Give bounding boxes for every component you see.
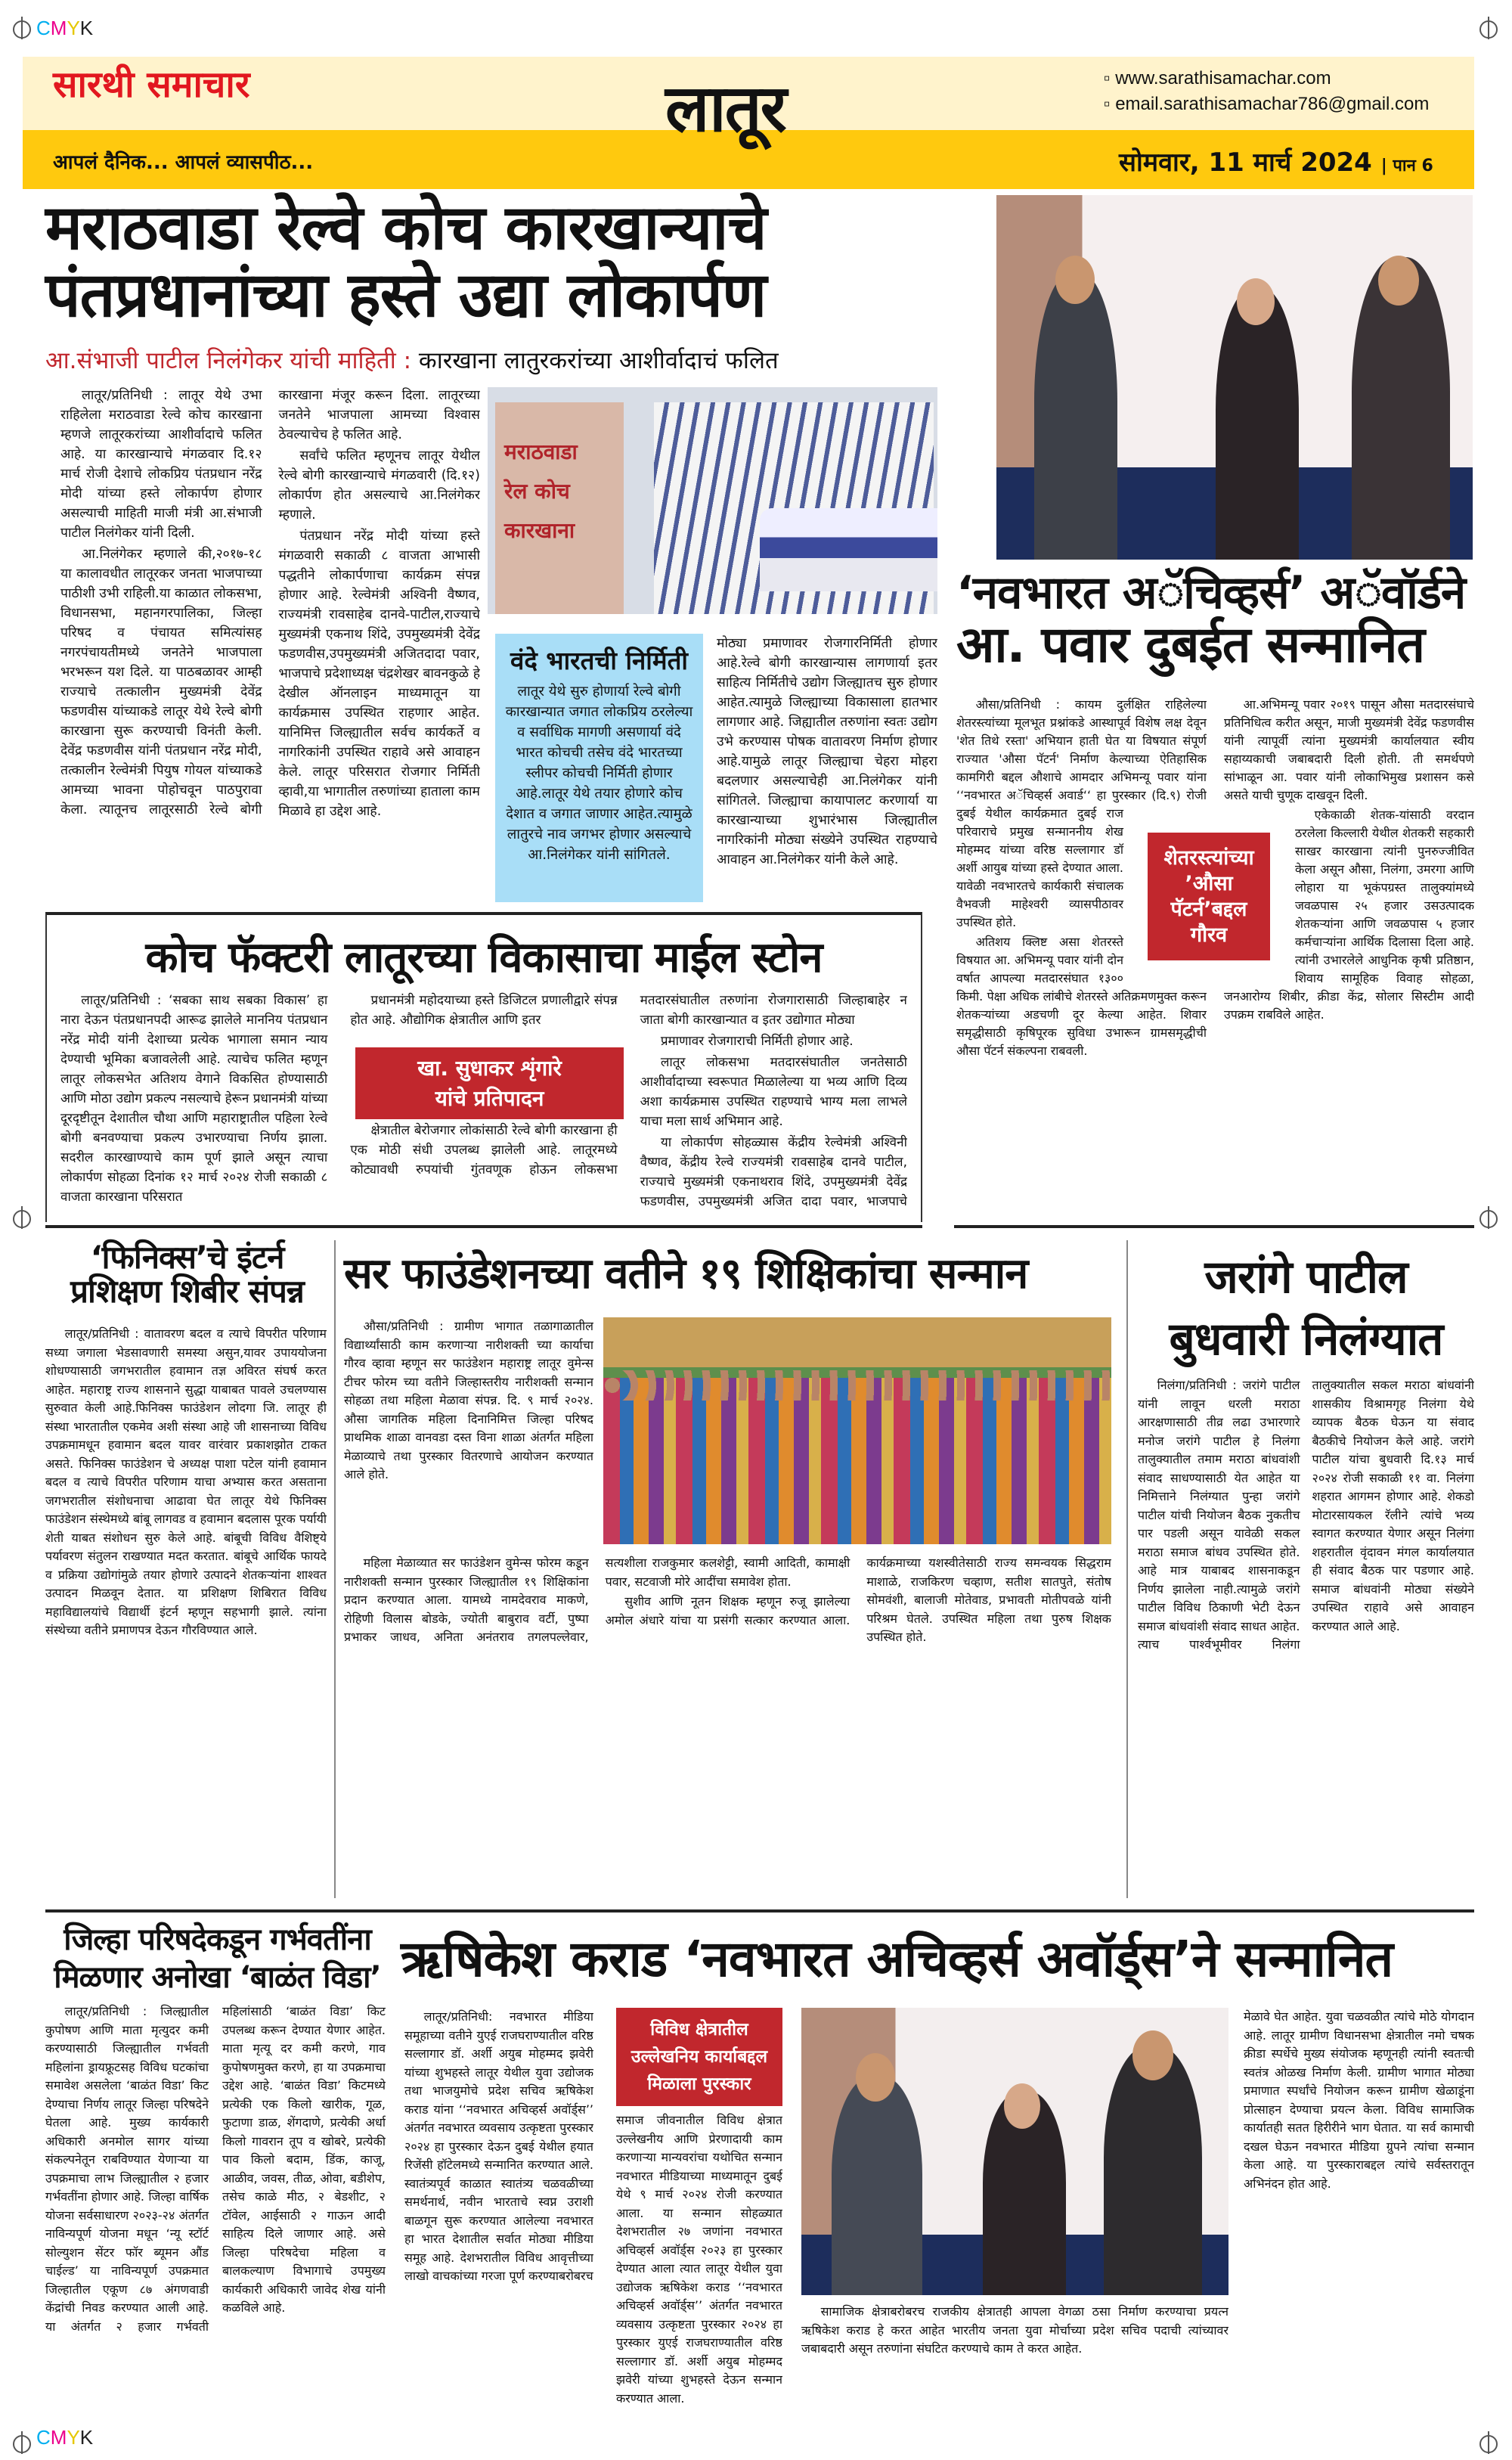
paragraph: औसा/प्रतिनिधी : ग्रामीण भागात तळागाळातील विद्यार्थ्यांसाठी काम करणाऱ्या नारीशक्ती च्या कार्याचा गौरव व्हावा म्हणून सर फाउंडेशन महाराष्ट्र लातूर वुमेन्स टीचर फोरम च्या वतीने जिल्हास्तरीय नारीशक्ती सन्मान सोहळा तथा महिला मेळावा संपन्न. दि. ९ मार्च २०२४. औसा जागतिक महिला दिनानिमित्त जिल्हा परिषद प्राथमिक शाळा वानवडा दस्त विना शाळा अंतर्गत महिला मेळाव्याचे तथा पुरस्कार वितरणाचे आयोजन करण्यात आले होते. — [344, 1319, 593, 1481]
lead-headline-line1: मराठवाडा रेल्वे कोच कारखान्याचे — [45, 192, 767, 264]
person-head — [1378, 256, 1419, 306]
person-figure — [1216, 287, 1299, 560]
headline-line: ‘नवभारत अॅचिव्हर्स’ अॅवॉर्डने — [956, 566, 1466, 619]
divider — [45, 1909, 1474, 1912]
group-of-women — [603, 1378, 1111, 1544]
pawar-pullquote — [1145, 830, 1272, 963]
email-link[interactable]: ▫ email.sarathisamachar786@gmail.com — [1104, 94, 1430, 114]
karad-body-col4 — [1244, 2008, 1474, 2416]
person-head — [1055, 256, 1095, 304]
pullquote-line: खा. सुधाकर शृंगारे — [417, 1055, 562, 1081]
sidebox-text: लातूर येथे सुरु होणार्या रेल्वे बोगी कारखान्यात जगात लोकप्रिय ठरलेल्या व सर्वाधिक मागणी असणार्या वंदे भारत कोचची तसेच वंदे भारतच्या स्लीपर कोचची निर्मिती होणार आहे.लातूर येथे तयार होणारे कोच देशात व जगात जाणार आहेत.त्यामुळे लातुरचे नाव जगभर होणार असल्याचे आ.निलंगेकर यांनी सांगितले. — [505, 684, 693, 863]
headline-line: जरांगे पाटील — [1204, 1251, 1408, 1304]
zp-body — [45, 2002, 386, 2411]
lead-body-continued — [717, 634, 937, 906]
jarange-headline — [1138, 1246, 1474, 1370]
sir-foundation-headline: सर फाउंडेशनच्या वतीने १९ शिक्षिकांचा सन्मान — [344, 1249, 1028, 1298]
coach-pullquote — [355, 1047, 624, 1119]
cmyk-mark — [36, 2426, 93, 2449]
cmyk-m: M — [50, 2426, 67, 2449]
cmyk-c: C — [36, 17, 51, 39]
registration-mark — [11, 1206, 33, 1229]
pullquote-line: यांचे प्रतिपादन — [435, 1085, 544, 1111]
headline-line: मिळणार अनोखा ‘बाळंत विडा’ — [54, 1960, 381, 1995]
paragraph: अतिशय क्लिष्ट असा शेतरस्ते विषयात आ. अभिमन्यू पवार यांनी दोन वर्षात आपल्या मतदारसंघात १३०० किमी. पेक्षा अधिक लांबीचे शेतरस्ते अतिक्रमणमुक्त करून शेतकऱ्यांच्या अडचणी दूर केल्या आहेत. शिवार समृद्धीसाठी कृषिपूरक सुविधा उभारून ग्रामसमृद्धीची औसा पॅटर्न संकल्पना राबवली. — [956, 935, 1207, 1058]
paragraph: सामाजिक क्षेत्राबरोबरच राजकीय क्षेत्रातही आपला वेगळा ठसा निर्माण करण्याचा प्रयत्न ऋषिकेश कराड हे करत आहेत भारतीय जनता युवा मोर्चाच्या प्रदेश सचिव पदाची त्यांच्यावर जबाबदारी असून तरुणांना संघटित करण्याचे काम ते करत आहेत. — [801, 2304, 1228, 2356]
paragraph: औसा/प्रतिनिधी : कायम दुर्लक्षित राहिलेल्या शेतरस्त्यांच्या मूलभूत प्रश्नांकडे आस्थापूर्व विशेष लक्ष देवून 'शेत तिथे रस्ता' अभियान हाती घेत या विषयात संपूर्ण राज्यात 'औसा पॅटर्न' निर्माण केल्याच्या ऐतिहासिक कामगिरी बद्दल औशाचे आमदार अभिमन्यू पवार यांना ‘‘नवभारत अॅचिव्हर्स अवार्ड‘‘ हा पुरस्कार (दि.९) रोजी दुबई येथील कार्यक्रमात दुबई राज परिवाराचे प्रमुख सन्माननीय शेख मोहम्मद यांच्या वरिष्ठ सल्लागार डॉ अर्शी आयुब यांच्या हस्ते देण्यात आला. यावेळी नवभारतचे कार्यकारी संचालक वैभवजी माहेश्वरी व्यासपीठावर उपस्थित होते. — [956, 697, 1207, 929]
phoenix-body — [45, 1325, 327, 1900]
kicker-text: कारखाना लातुरकरांच्या आशीर्वादाचं फलित — [418, 347, 779, 374]
lead-headline — [45, 192, 983, 331]
headline-line: ‘फिनिक्स’चे इंटर्न — [90, 1239, 284, 1276]
headline-line: बुधवारी निलंग्यात — [1169, 1313, 1443, 1366]
cmyk-k: K — [79, 2426, 94, 2449]
pullquote-line: मिळाला पुरस्कार — [647, 2074, 751, 2094]
karad-body-col2 — [616, 2111, 782, 2414]
train-coach — [760, 508, 937, 591]
registration-mark — [1477, 17, 1500, 39]
pullquote-line: शेतरस्त्यांच्या — [1163, 845, 1254, 870]
person-figure — [1034, 272, 1117, 560]
paragraph: मोठ्या प्रमाणावर रोजगारनिर्मिती होणार आहे.रेल्वे बोगी कारखान्यास लागणार्या इतर साहित्य निर्मितीचे उद्योग जिल्ह्यातच सुरु होणार आहेत.त्यामुळे जिल्ह्याच्या विकासाला हातभार लागणार आहे. जिह्यातील तरुणांना स्वतः उद्योग उभे करण्यास पोषक वातावरण निर्माण होणार आहे.यामुळे लातूर जिल्ह्याचा चेहरा मोहरा बदलणार असल्याचेही आ.निलंगेकर यांनी सांगितले. जिल्ह्याचा कायापालट करणार्या या कारखान्याच्या शुभारंभास जिल्ह्यातील नागरिकांनी मोठ्या संख्येने उपस्थित राहण्याचे आवाहन आ.निलंगेकर यांनी केले आहे. — [717, 636, 937, 867]
registration-mark — [1477, 1206, 1500, 1229]
registration-mark — [1477, 2431, 1500, 2454]
paragraph: समाज जीवनातील विविध क्षेत्रात उल्लेखनीय आणि प्रेरणादायी काम करणाऱ्या मान्यवरांचा यथोचित सन्मान नवभारत मीडियाच्या माध्यमातून दुबई येथे ९ मार्च २०२४ रोजी करण्यात आला. या सन्मान सोहळ्यात देशभरातील २७ जणांना नवभारत अचिव्हर्स अवॉर्ड्स २०२३ हा पुरस्कार देण्यात आला त्यात लातूर येथील युवा उद्योजक ऋषिकेश कराड ‘‘नवभारत अचिव्हर्स अवॉर्ड्स’’ अंतर्गत नवभारत व्यवसाय उत्कृष्टता पुरस्कार २०२४ हा पुरस्कार युएई राजघराण्यातील वरिष्ठ सल्लागार डॉ. अर्शी अयुब मोहम्मद झवेरी यांच्या शुभहस्ते देऊन सन्मान करण्यात आला. — [616, 2113, 782, 2406]
paragraph: या लोकार्पण सोहळ्यास केंद्रीय रेल्वेमंत्री अश्विनी वैष्णव, केंद्रीय रेल्वे राज्यमंत्री रावसाहेब दानवे पाटील, राज्याचे मुख्यमंत्री एकनाथराव शिंदे, उपमुख्यमंत्री देवेंद्र फडणवीस, उपमुख्यमंत्री अजित दादा पवार, भाजपाचे — [640, 1135, 907, 1209]
person-head — [856, 2053, 895, 2102]
website-link[interactable]: ▫ www.sarathisamachar.com — [1104, 68, 1331, 88]
email-text: email.sarathisamachar786@gmail.com — [1115, 94, 1430, 114]
paragraph: लातूर लोकसभा मतदारसंघातील जनतेसाठी आशीर्वादाच्या स्वरूपात मिळालेल्या या भव्य आणि दिव्य अशा कार्यक्रमास उपस्थित राहण्याचे भाग्य मला लाभले याचा मला सार्थ अभिमान आहे. — [640, 1055, 907, 1129]
jarange-body — [1138, 1376, 1474, 1898]
cmyk-k: K — [79, 17, 94, 39]
award-ceremony-photo — [996, 195, 1473, 560]
registration-mark — [11, 2431, 33, 2454]
paragraph: आ.अभिमन्यू पवार २०१९ पासून औसा मतदारसंघाचे प्रतिनिधित्व करीत असून, माजी मुख्यमंत्री देवेंद्र फडणवीस यांनी त्यापूर्वी त्यांना मुख्यमंत्री कार्यालयात स्वीय सहाय्यकाची जबाबदारी दिली होती. ती समर्थपणे सांभाळून आ. पवार यांनी लोकाभिमुख प्रशासन कसे असते याची चुणूक दाखवून दिली. — [1224, 697, 1474, 802]
issue-date — [1119, 144, 1433, 178]
person-head — [1132, 2030, 1173, 2080]
paragraph: लातूर/प्रतिनिधी : वातावरण बदल व त्याचे विपरीत परिणाम सध्या जगाला भेडसावणारी समस्या असुन,यावर उपाययोजना शोधण्यासाठी जगभरातील हवामान तज्ञ अविरत संघर्ष करत आहेत. महाराष्ट्र राज्य शासनाने सुद्धा याबाबत पावले उचलण्यास सुरुवात केली आहे.फिनिक्स फाउंडेशन लोदगा जि. लातूर ही संस्था भारतातील एकमेव अशी संस्था आहे जी शासनाच्या विविध उपक्रमामधून हवामान बदल यावर वारंवार प्रकाशझोत टाकत असते. फिनिक्स फाउंडेशन चे अध्यक्ष पाशा पटेल यांनी हवामान बदल व त्याचे विपरीत परिणाम याचा अभ्यास करत असताना जगभरातील संशोधनाचा आढावा घेत लातूर येथे फिनिक्स फाउंडेशन संस्थेमध्ये बांबू लागवड व हवामान बदलास पूरक पर्यायी शेती याबत संशोधन सुरु केले आहे. बांबूची विविध वैशिष्ट्ये पर्यावरण संतुलन राखण्यात मदत करतात. बांबूचे आर्थिक फायदे व प्रक्रिया उद्योगांमुळे तयार होणारे उत्पादने शेतकऱ्यांना शाश्वत उत्पादन मिळवून देतात. या प्रशिक्षण शिबिरात विविध महाविद्यालयांचे विद्यार्थी इंटर्न म्हणून सहभागी झाले. त्यांना संस्थेच्या वतीने प्रमाणपत्र देऊन गौरविण्यात आले. — [45, 1326, 327, 1637]
pullquote-line: उल्लेखनिय कार्याबद्दल — [631, 2047, 768, 2067]
lead-kicker — [45, 344, 779, 376]
coach-headline: कोच फॅक्टरी लातूरच्या विकासाचा माईल स्टोन — [145, 933, 823, 982]
kicker-source: आ.संभाजी पाटील निलंगेकर यांची माहिती : — [45, 347, 412, 374]
pawar-headline — [956, 566, 1486, 674]
cmyk-mark — [36, 17, 93, 40]
person-head — [1004, 2083, 1040, 2129]
edition-title: लातूर — [665, 71, 785, 147]
coach-factory-article — [45, 912, 922, 1222]
sidebox-title: वंदे भारतची निर्मिती — [510, 646, 688, 675]
karad-body-col3 — [801, 2303, 1228, 2416]
paragraph: लातूर/प्रतिनिधी : लातूर येथे उभा राहिलेला मराठवाडा रेल्वे कोच कारखाना म्हणजे लातूरकरांच्या आशीर्वादाचे फलित आहे. या कारखान्याचे मंगळवार दि.१२ मार्च रोजी देशाचे लोकप्रिय पंतप्रधान नरेंद्र मोदी यांच्या हस्ते लोकार्पण होणार असल्याची माहिती माजी मंत्री आ.संभाजी पाटील निलंगेकर यांनी दिली. — [60, 388, 262, 541]
paragraph: मेळावे घेत आहेत. युवा चळवळीत त्यांचे मोठे योगदान आहे. लातूर ग्रामीण विधानसभा क्षेत्रातील नमो चषक क्रीडा स्पर्धेचे मुख्य संयोजक म्हणूनही त्यांनी स्वतःची स्वतंत्र ओळख निर्माण केली. ग्रामीण भागात मोठ्या प्रमाणात स्पर्धांचे नियोजन करून ग्रामीण खेळाडूंना प्रोत्साहन देण्याचा प्रयत्न केला. विविध सामाजिक कार्यातही सतत हिरीरीने भाग घेतात. या सर्व कामाची दखल घेऊन नवभारत मीडिया ग्रुपने त्यांचा सन्मान केला आहे. या पुरस्काराबद्दल त्यांचे सर्वस्तरातून अभिनंदन होत आहे. — [1244, 2009, 1474, 2191]
faces — [603, 1370, 1111, 1401]
person-figure — [832, 2076, 922, 2295]
paragraph: एकेकाळी शेतक-यांसाठी वरदान ठरलेला किल्लारी येथील शेतकरी सहकारी साखर कारखाना त्यांनी पुनरुज्जीवित केला असून औसा, निलंगा, उमरगा आणि लोहारा या भूकंपग्रस्त तालुक्यांमध्ये जवळपास २५ हजार उसउत्पादक शेतकऱ्यांना आणि जवळपास ५ हजार कर्मचाऱ्यांना आर्थिक दिलासा दिला आहे. त्यांनी उभारलेले आधुनिक कृषी प्रतिष्ठान, शिवाय सामूहिक विवाह सोहळा, जनआरोग्य शिबीर, क्रीडा केंद्र, सोलार सिस्टीम आदी उपक्रम राबविले आहेत. — [1224, 808, 1474, 1022]
person-figure — [1104, 2046, 1202, 2295]
phoenix-headline — [45, 1240, 329, 1309]
paragraph: प्रमाणावर रोजगाराची निर्मिती होणार आहे. — [660, 1034, 854, 1049]
cmyk-c: C — [36, 2426, 51, 2449]
sign-line: कारखाना — [504, 518, 575, 543]
paragraph: महिला मेळाव्यात सर फाउंडेशन वुमेन्स फोरम कडून नारीशक्ती सन्मान पुरस्कार जिल्ह्यातील १९ शिक्षिकांना प्रदान करण्यात आला. यामध्ये नामदेवराव माकणे, रोहिणी विलास बोडके, ज्योती बाबुराव वर्टी, पुष्पा प्रभाकर जाधव, अनिता अनंतराव तगलपल्लेवार, सत्यशीला राजकुमार कलशेट्टी, स्वामी आदिती, कामाक्षी पवार, सटवाजी मोरे आदींचा समावेश होता. — [344, 1556, 850, 1644]
person-head — [1237, 278, 1275, 325]
date-text: सोमवार, 11 मार्च 2024 — [1119, 147, 1372, 178]
pullquote-line: पॅटर्न’बद्दल — [1170, 897, 1247, 921]
paragraph: लातूर/प्रतिनिधी : जिल्ह्यातील कुपोषण आणि माता मृत्युदर कमी करण्यासाठी जिल्ह्यातील गर्भवती महिलांना ड्रायफ्रूटसह विविध घटकांचा समावेश असलेला ‘बाळंत विडा’ किट देण्याचा निर्णय लातूर जिल्हा परिषदेने घेतला आहे. मुख्य कार्यकारी अधिकारी अनमोल सागर यांच्या संकल्पनेतून राबविण्यात येणाऱ्या या उपक्रमाचा लाभ जिल्ह्यातील २ हजार गर्भवतींना होणार आहे. जिल्हा वार्षिक योजना सर्वसाधारण २०२३-२४ अंतर्गत नाविन्यपूर्ण योजना मधून ‘न्यू स्टॉर्ट सोल्युशन सेंटर फॉर ब्यूमन औंड चाईल्ड’ या नाविन्यपूर्ण उपक्रमात जिल्हातील एकूण ८७ अंगणवाडी केंद्रांची निवड करण्यात आली आहे. या अंतर्गत २ हजार गर्भवती महिलांसाठी ‘बाळंत विडा’ किट उपलब्ध करून देण्यात येणार आहेत. माता मृत्यू दर कमी करणे, गाव कुपोषणमुक्त करणे, हा या उपक्रमाचा उद्देश आहे. ‘बाळंत विडा’ किटमध्ये प्रत्येकी एक किलो खारीक, गूळ, फुटाणा डाळ, शेंगदाणे, प्रत्येकी अर्धा किलो गावरान तूप व खोबरे, प्रत्येकी पाव किलो बदाम, डिंक, काजू, आळीव, जवस, तीळ, ओवा, बडीशेप, तसेच काळे मीठ, २ बेडशीट, २ टॉवेल, आईसाठी २ गाऊन आदी साहित्य दिले जाणार आहे. असे जिल्हा परिषदेचा महिला व बालकल्याण विभागाचे उपमुख्य कार्यकारी अधिकारी जावेद शेख यांनी कळविले आहे. — [45, 2004, 386, 2334]
cmyk-y: Y — [67, 17, 80, 39]
website-text: www.sarathisamachar.com — [1115, 68, 1331, 88]
divider — [45, 1225, 922, 1228]
factory-sign-wall — [495, 402, 624, 614]
cmyk-y: Y — [67, 2426, 80, 2449]
pullquote-line: ’औसा — [1185, 871, 1233, 895]
pullquote-line: विविध क्षेत्रातील — [650, 2020, 748, 2040]
karad-pullquote — [616, 2008, 782, 2106]
paragraph: प्रधानमंत्री महोदयाच्या हस्ते डिजिटल प्रणालीद्वारे संपन्न होत आहे. औद्योगिक क्षेत्रातील आणि इतर — [350, 993, 618, 1028]
paragraph: लातूर/प्रतिनिधी : ‘सबका साथ सबका विकास’ हा नारा देऊन पंतप्रधानपदी आरूढ झालेले माननिय पंतप्रधान नरेंद्र मोदी यांनी देशाच्या प्रत्येक भागाला समान न्याय देण्याची भूमिका बजावलेली आहे. त्याचेच फलित म्हणून लातूर लोकसभेत अतिशय वेगाने विकसित होण्यासाठी आणि मोठा उद्योग प्रकल्प नसल्याचे हेरून प्रधानमंत्री यांच्या दूरदृष्टीतून देशातील चौथा आणि महाराष्ट्रातील पहिला रेल्वे बोगी बनवण्याचा प्रकल्प उभारण्याचा निर्णय झाला. सदरील कारखाण्याचे काम पूर्ण झाले असून त्याचा लोकार्पण सोहळा दिनांक १२ मार्च २०२४ रोजी सकाळी ८ वाजता कारखाना परिसरात — [60, 993, 328, 1205]
paragraph: पंतप्रधान नरेंद्र मोदी यांच्या हस्ते मंगळवारी सकाळी ८ वाजता आभासी पद्धतीने लोकार्पणाचा कार्यक्रम संपन्न होणार आहे. रेल्वेमंत्री अश्विनी वैष्णव, राज्यमंत्री रावसाहेब दानवे-पाटील,राज्याचे मुख्यमंत्री एकनाथ शिंदे, उपमुख्यमंत्री देवेंद्र फडणवीस,उपमुख्यमंत्री अजितदादा पवार, भाजपाचे प्रदेशाध्यक्ष चंद्रशेखर बावनकुळे हे देखील ऑनलाइन माध्यमातून या कार्यक्रमास उपस्थित राहणार आहेत. यानिमित्त जिल्ह्यातील सर्वच कार्यकर्ते व नागरिकांनी उपस्थित राहावे असे आवाहन केले. लातूर परिसरात रोजगार निर्मिती व्हावी,या भागातील तरुणांच्या हाताला काम मिळावे हा उद्देश आहे. — [278, 529, 480, 819]
paragraph: सुशीव आणि नूतन शिक्षक म्हणून रुजू झालेल्या अमोल अंधारे यांचा या प्रसंगी सत्कार करण्यात आला. कार्यक्रमाच्या यशस्वीतेसाठी राज्य समन्वयक सिद्धराम माशाळे, राजकिरण चव्हाण, सतीश सातपुते, संतोष सोमवंशी, बालाजी मोतेवाड, प्रभावती मोतीपवळे यांनी परिश्रम घेतले. उपस्थित महिला तथा पुरुष शिक्षक उपस्थित होते. — [605, 1556, 1111, 1644]
newspaper-logo: सारथी समाचार — [53, 64, 250, 106]
lead-headline-line2: पंतप्रधानांच्या हस्ते उद्या लोकार्पण — [45, 259, 767, 331]
sir-foundation-body — [344, 1554, 1111, 1898]
column-rule — [334, 1240, 336, 1898]
sign-line: मराठवाडा — [504, 439, 578, 464]
paragraph: निलंगा/प्रतिनिधी : जरांगे पाटील यांनी लावून धरली मराठा आरक्षणासाठी तीव्र लढा उभारणारे मनोज जरांगे पाटील हे निलंगा तालुक्यातील तमाम मराठा बांधवांशी संवाद साधण्यासाठी येत आहेत या निमित्ताने निलंग्यात पुन्हा जरांगे पाटील यांची नियोजन बैठक नुकतीच पार पडली असून यावेळी सकल मराठा समाज बांधव उपस्थित होते. आहे मात्र याबाबद शासनाकडून निर्णय झालेला नाही.त्यामुळे जरांगे पाटील विविध ठिकाणी भेटी देऊन समाज बांधवांशी संवाद साधत आहेत. त्याच पार्श्वभूमीवर निलंगा तालुक्यातील सकल मराठा बांधवांनी शासकीय विश्रामगृह निलंगा येथे व्यापक बैठक घेऊन या संवाद बैठकीचे नियोजन केले आहे. जरांगे पाटील यांचा बुधवारी दि.१३ मार्च २०२४ रोजी सकाळी ११ वा. निलंगा शहरात आगमन होणार आहे. शेकडो मोटारसायकल रॅलीने त्यांचे भव्य स्वागत करण्यात येणार असून निलंगा शहरातील वृंदावन मंगल कार्यालयात ही संवाद बैठक पार पडणार आहे. समाज बांधवांनी मोठ्या संख्येने उपस्थित राहावे असे आवाहन करण्यात आले आहे. — [1138, 1378, 1474, 1652]
tagline: आपलं दैनिक... आपलं व्यासपीठ... — [53, 151, 314, 174]
karad-award-photo — [801, 2008, 1228, 2295]
pullquote-line: गौरव — [1190, 923, 1228, 947]
paragraph: क्षेत्रातील बेरोजगार लोकांसाठी रेल्वे बोगी कारखाना ही एक मोठी संधी उपलब्ध झालेली आहे. लातूरमध्ये कोट्यावधी रुपयांची गुंतवणूक होऊन लोकसभा मतदारसंघातील तरुणांना रोजगारासाठी जिल्हाबाहेर न जाता बोगी कारखान्यात व इतर उद्योगात मोठ्या — [350, 993, 907, 1177]
teachers-group-photo — [603, 1317, 1111, 1544]
karad-body-col1 — [404, 2008, 593, 2416]
paragraph: सर्वांचे फलित म्हणूनच लातूर येथील रेल्वे बोगी कारखान्याचे मंगळवारी (दि.१२) लोकार्पण होत असल्याचे आ.निलंगेकर म्हणाले. — [278, 448, 480, 523]
zp-headline — [45, 1921, 389, 1996]
karad-headline: ऋषिकेश कराड ‘नवभारत अचिव्हर्स अवॉर्ड्स’ने सन्मानित — [401, 1930, 1393, 1988]
cmyk-m: M — [50, 17, 67, 39]
headline-line: जिल्हा परिषदेकडून गर्भवतींना — [64, 1922, 371, 1957]
sir-foundation-body-top — [344, 1317, 593, 1544]
registration-mark — [11, 17, 33, 39]
sign-line: रेल कोच — [504, 479, 570, 504]
column-rule — [1126, 1240, 1128, 1898]
divider — [954, 1225, 1474, 1228]
page-number: | पान 6 — [1380, 157, 1433, 175]
paragraph: आ.निलंगेकर म्हणाले की,२०१७-१८ या कालावधीत लातूरकर जनता भाजपाच्या पाठीशी उभी राहिली.या काळात लोकसभा, विधानसभा, महानगरपालिका, जिल्हा परिषद व पंचायत समित्यांसह नगरपंचायतीमध्ये जनतेने भाजपाला भरभरून यश दिले. या पाठबळावर आम्ही राज्याचे तत्कालीन मुख्यमंत्री देवेंद्र फडणवीस यांच्याकडे लातूर येथे रेल्वे बोगी कारखाना सुरू करण्याची विनंती केली. देवेंद्र फडणवीस यांनी पंतप्रधान नरेंद्र मोदी, तत्कालीन रेल्वेमंत्री पियुष गोयल यांच्याकडे आमच्या भावना पोहोचवून पाठपुरावा केला. त्यातूनच लातूरसाठी रेल्वे बोगी कारखाना मंजूर करून दिला. लातूरच्या जनतेने भाजपाला आमच्या विश्वास ठेवल्याचेच हे फलित आहे. — [60, 388, 480, 817]
coach-factory-photo — [488, 387, 937, 614]
headline-line: आ. पवार दुबईत सन्मानित — [956, 615, 1424, 674]
paragraph: लातूर/प्रतिनिधी: नवभारत मीडिया समूहाच्या वतीने युएई राजघराण्यातील वरिष्ठ सल्लागार डॉ. अर्शी अयुब मोहम्मद झवेरी यांच्या शुभहस्ते लातूर येथील युवा उद्योजक तथा भाजयुमोचे प्रदेश सचिव ऋषिकेश कराड यांना ‘‘नवभारत अचिव्हर्स अवॉर्ड्स’’ अंतर्गत नवभारत व्यवसाय उत्कृष्टता पुरस्कार २०२४ हा पुरस्कार देऊन दुबई येथील हयात रिजेंसी हॉटेलमध्ये सन्मानित करण्यात आले. स्वातंत्र्यपूर्व काळात स्वातंत्र्य चळवळीच्या समर्थनार्थ, नवीन भारताचे स्वप्न उराशी बाळगून सुरू करण्यात आलेल्या नवभारत हा भारत देशातील सर्वात मोठ्या मीडिया समूह आहे. देशभरातील विविध आवृत्तीच्या लाखो वाचकांच्या गरजा पूर्ण करण्याबरोबरच — [404, 2009, 593, 2283]
lead-body — [60, 386, 480, 907]
vande-bharat-sidebox — [495, 634, 703, 902]
headline-line: प्रशिक्षण शिबीर संपन्न — [70, 1273, 304, 1311]
